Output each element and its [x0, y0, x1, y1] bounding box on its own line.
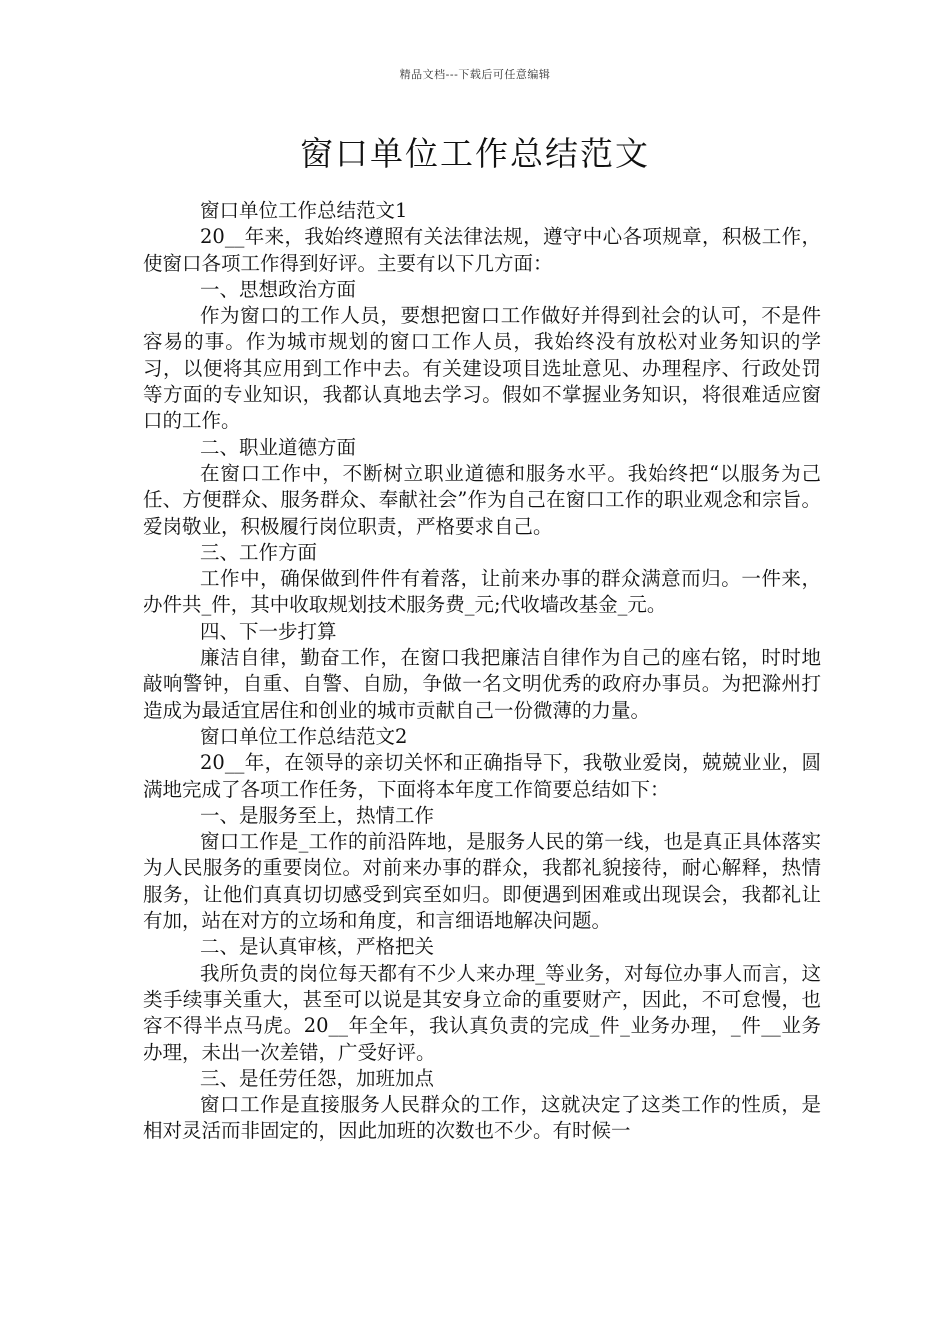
subsection-heading: 二、职业道德方面: [200, 435, 357, 459]
paragraph: 窗口工作是直接服务人民群众的工作，这就决定了这类工作的性质，是相对灵活而非固定的，因此加班的次数也不少。有时候一: [143, 1093, 821, 1143]
subsection-heading: 一、思想政治方面: [200, 277, 357, 301]
document-body: [143, 198, 821, 1145]
subsection-heading: 三、是任劳任怨，加班加点: [200, 1066, 435, 1090]
paragraph: 廉洁自律，勤奋工作，在窗口我把廉洁自律作为自己的座右铭，时时地敲响警钟，自重、自警、自励，争做一名文明优秀的政府办事员。为把滁州打造成为最适宜居住和创业的城市贡献自己一份微薄的力量。: [143, 646, 821, 722]
paragraph: 20__年来，我始终遵照有关法律法规，遵守中心各项规章，积极工作，使窗口各项工作得到好评。主要有以下几方面：: [143, 225, 821, 275]
paragraph: 工作中，确保做到件件有着落，让前来办事的群众满意而归。一件来，办件共_件，其中收取规划技术服务费_元;代收墙改基金_元。: [143, 567, 821, 617]
subsection-heading: 二、是认真审核，严格把关: [200, 935, 435, 959]
section-heading: 窗口单位工作总结范文2: [200, 724, 408, 748]
section-heading: 窗口单位工作总结范文1: [200, 199, 408, 222]
paragraph: 作为窗口的工作人员，要想把窗口工作做好并得到社会的认可，不是件容易的事。作为城市规划的窗口工作人员，我始终没有放松对业务知识的学习，以便将其应用到工作中去。有关建设项目选址意见、办理程序、行政处罚等方面的专业知识，我都认真地去学习。假如不掌握业务知识，将很难适应窗口的工作。: [143, 304, 821, 433]
paragraph: 我所负责的岗位每天都有不少人来办理_等业务，对每位办事人而言，这类手续事关重大，甚至可以说是其安身立命的重要财产，因此，不可怠慢，也容不得半点马虎。20__年全年，我认真负责的完成_件_业务办理，_件__业务办理，未出一次差错，广受好评。: [143, 961, 821, 1064]
document-title: 窗口单位工作总结范文: [300, 134, 650, 173]
paragraph: 窗口工作是_工作的前沿阵地，是服务人民的第一线，也是真正具体落实为人民服务的重要岗位。对前来办事的群众，我都礼貌接待，耐心解释，热情服务，让他们真真切切感受到宾至如归。即便遇到困难或出现误会，我都礼让有加，站在对方的立场和角度，和言细语地解决问题。: [143, 830, 821, 933]
paragraph: 在窗口工作中，不断树立职业道德和服务水平。我始终把“以服务为己任、方便群众、服务群众、奉献社会”作为自己在窗口工作的职业观念和宗旨。爱岗敬业，积极履行岗位职责，严格要求自己。: [143, 461, 821, 538]
paragraph: 20__年，在领导的亲切关怀和正确指导下，我敬业爱岗，兢兢业业，圆满地完成了各项工作任务，下面将本年度工作简要总结如下：: [143, 751, 821, 801]
header-note: 精品文档---下载后可任意编辑: [399, 68, 551, 81]
subsection-heading: 三、工作方面: [200, 540, 318, 564]
subsection-heading: 一、是服务至上，热情工作: [200, 803, 435, 827]
subsection-heading: 四、下一步打算: [200, 619, 337, 643]
